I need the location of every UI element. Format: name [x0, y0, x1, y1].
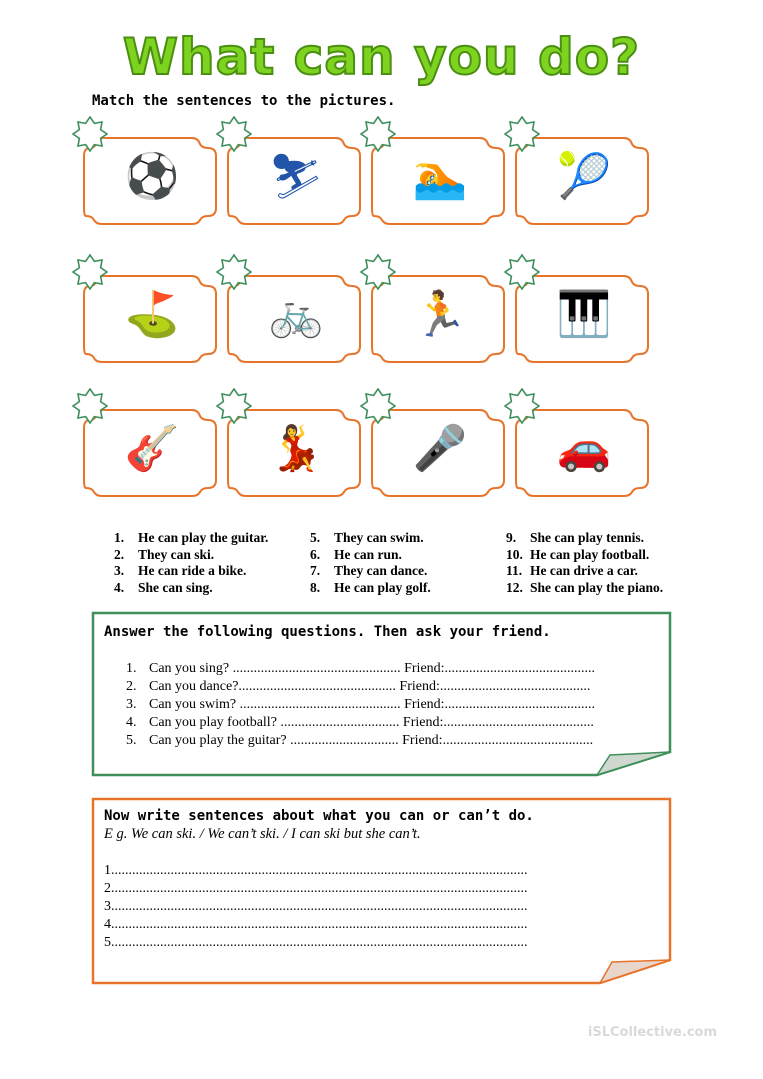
sentence-number: 7.: [310, 563, 321, 578]
golfer-icon: ⛳: [124, 289, 180, 340]
sentence-number: 5.: [310, 530, 321, 545]
questions-heading: Answer the following questions. Then ask your friend.: [104, 624, 551, 640]
sentence-item: [114, 580, 268, 597]
question-item: [126, 660, 595, 678]
sentence-item: [114, 530, 268, 547]
sentence-text: They can dance.: [334, 563, 428, 578]
writing-line: 2.......................................................................................................................: [104, 881, 528, 896]
sentence-item: [310, 530, 431, 547]
writing-line: 5.......................................................................................................................: [104, 935, 528, 950]
sentence-number: 8.: [310, 579, 321, 595]
cyclist-icon: 🚲: [268, 289, 324, 340]
question-item: [126, 696, 595, 714]
number-star-icon: [504, 388, 540, 424]
sentence-item: [114, 547, 268, 564]
skiers-icon: ⛷: [268, 151, 324, 202]
sentence-text: They can ski.: [138, 546, 215, 562]
picture-card: [514, 266, 650, 364]
number-star-icon: [216, 116, 252, 152]
car-driver-icon: 🚗: [556, 423, 612, 474]
number-star-icon: [216, 388, 252, 424]
sentence-text: They can swim.: [334, 530, 424, 545]
swimmer-icon: 🏊: [412, 151, 468, 202]
picture-card: [370, 266, 506, 364]
question-text: Can you play the guitar? ............................... Friend:...........................................: [149, 733, 594, 748]
sentences-column-1: [114, 530, 268, 596]
sentence-number: 1.: [114, 530, 125, 545]
writing-line: 1.......................................................................................................................: [104, 863, 528, 878]
number-star-icon: [504, 254, 540, 290]
sentence-item: [310, 547, 431, 564]
sentence-item: [506, 530, 663, 547]
question-number: 5.: [126, 733, 137, 748]
number-star-icon: [72, 254, 108, 290]
writing-line: 4.......................................................................................................................: [104, 917, 528, 932]
question-number: 4.: [126, 715, 137, 730]
sentence-text: She can sing.: [138, 579, 213, 595]
sentence-text: He can ride a bike.: [138, 563, 247, 578]
picture-card: [514, 400, 650, 498]
sentence-item: [506, 563, 663, 580]
writing-example: E g. We can ski. / We can’t ski. / I can ski but she can’t.: [104, 826, 421, 842]
number-star-icon: [72, 116, 108, 152]
dancers-icon: 💃: [268, 423, 324, 474]
question-text: Can you play football? .................................. Friend:...........................................: [149, 715, 594, 730]
question-item: [126, 732, 595, 750]
question-number: 3.: [126, 697, 137, 712]
number-star-icon: [216, 254, 252, 290]
number-star-icon: [504, 116, 540, 152]
sentence-item: [506, 580, 663, 597]
writing-heading: Now write sentences about what you can or can’t do.: [104, 808, 534, 824]
sentence-item: [506, 547, 663, 564]
picture-card: [370, 400, 506, 498]
writing-lines: [104, 862, 528, 952]
question-item: [126, 678, 595, 696]
sentences-column-3: [506, 530, 663, 596]
question-item: [126, 714, 595, 732]
question-number: 2.: [126, 679, 137, 694]
sentence-text: He can drive a car.: [530, 563, 638, 578]
sentence-number: 12.: [506, 579, 523, 595]
number-star-icon: [360, 388, 396, 424]
match-instruction: Match the sentences to the pictures.: [92, 93, 396, 109]
sentence-text: He can play golf.: [334, 579, 431, 595]
picture-card: [82, 266, 218, 364]
picture-card: [226, 128, 362, 226]
sentences-column-2: [310, 530, 431, 596]
picture-card: [226, 400, 362, 498]
sentence-text: He can play football.: [530, 546, 650, 562]
runner-icon: 🏃: [412, 289, 468, 340]
sentence-number: 11.: [506, 563, 523, 578]
tennis-player-icon: 🎾: [556, 151, 612, 202]
picture-card: [514, 128, 650, 226]
sentence-item: [310, 580, 431, 597]
sentence-number: 2.: [114, 546, 125, 562]
sentence-item: [114, 563, 268, 580]
questions-list: [126, 660, 595, 750]
sentence-number: 3.: [114, 563, 125, 578]
picture-card: [82, 128, 218, 226]
footer-watermark: iSLCollective.com: [587, 1025, 717, 1040]
question-number: 1.: [126, 661, 137, 676]
number-star-icon: [360, 116, 396, 152]
sentence-text: He can play the guitar.: [138, 530, 269, 545]
number-star-icon: [72, 388, 108, 424]
singer-icon: 🎤: [412, 423, 468, 474]
question-text: Can you dance?............................................. Friend:...........................................: [149, 679, 591, 694]
picture-grid: [82, 128, 652, 508]
pianist-icon: 🎹: [556, 289, 612, 340]
sentence-item: [310, 563, 431, 580]
question-text: Can you sing? ................................................ Friend:...........................................: [149, 661, 596, 676]
sentence-number: 9.: [506, 530, 517, 545]
sentence-number: 10.: [506, 546, 523, 562]
sentence-text: She can play the piano.: [530, 579, 664, 595]
football-player-icon: ⚽: [124, 151, 180, 202]
picture-card: [82, 400, 218, 498]
number-star-icon: [360, 254, 396, 290]
picture-card: [226, 266, 362, 364]
page-title: What can you do?: [122, 28, 641, 86]
question-text: Can you swim? .............................................. Friend:...........................................: [149, 697, 596, 712]
guitarist-icon: 🎸: [124, 423, 180, 474]
sentence-text: He can run.: [334, 546, 402, 562]
picture-card: [370, 128, 506, 226]
sentence-text: She can play tennis.: [530, 530, 645, 545]
sentence-number: 6.: [310, 546, 321, 562]
writing-line: 3.......................................................................................................................: [104, 899, 528, 914]
sentence-number: 4.: [114, 579, 125, 595]
